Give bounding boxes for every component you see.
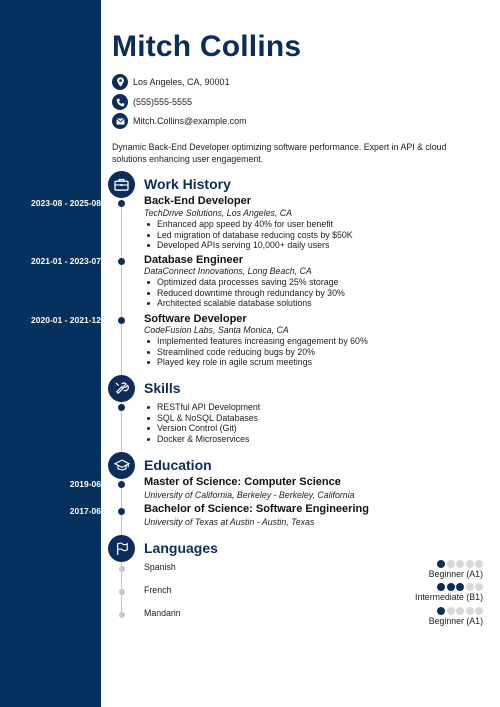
skills-list <box>144 402 260 444</box>
language-rating <box>429 607 483 615</box>
list-item: Implemented features increasing engagement by 60% <box>144 336 368 347</box>
section-title-education: Education <box>144 457 212 473</box>
timeline-dot <box>118 508 125 515</box>
job-company: TechDrive Solutions, Los Angeles, CA <box>144 208 292 218</box>
language-level-block <box>429 560 483 579</box>
rating-dot-filled <box>437 583 445 591</box>
language-rating <box>415 583 483 591</box>
timeline-dot <box>118 317 125 324</box>
list-item: SQL & NoSQL Databases <box>144 413 260 424</box>
list-item: Reduced downtime through redundancy by 30% <box>144 288 345 299</box>
rating-dot-empty <box>456 607 464 615</box>
language-name: French <box>144 585 172 595</box>
job-title: Back-End Developer <box>144 195 251 207</box>
skills-icon <box>108 375 135 402</box>
location-text: Los Angeles, CA, 90001 <box>133 77 230 87</box>
job-company: DataConnect Innovations, Long Beach, CA <box>144 266 312 276</box>
list-item: Led migration of database reducing costs by $50K <box>144 230 353 241</box>
job-title: Software Developer <box>144 313 247 325</box>
language-rating <box>429 560 483 568</box>
rating-dot-empty <box>466 607 474 615</box>
section-title-skills: Skills <box>144 380 181 396</box>
job-company: CodeFusion Labs, Santa Monica, CA <box>144 325 289 335</box>
rating-dot-empty <box>475 560 483 568</box>
rating-dot-filled <box>437 560 445 568</box>
degree-title: Master of Science: Computer Science <box>144 476 341 488</box>
language-name: Spanish <box>144 562 176 572</box>
location-icon <box>112 74 128 90</box>
phone-text: (555)555-5555 <box>133 97 193 107</box>
language-level: Intermediate (B1) <box>415 592 483 602</box>
education-date-2: 2017-06 <box>69 506 101 516</box>
work-date-2: 2021-01 - 2023-07 <box>31 256 101 266</box>
rating-dot-empty <box>447 560 455 568</box>
rating-dot-empty <box>466 560 474 568</box>
list-item: Developed APIs serving 10,000+ daily users <box>144 240 353 251</box>
email-text: Mitch.Collins@example.com <box>133 116 247 126</box>
timeline-dot <box>118 404 125 411</box>
contact-email <box>112 113 247 129</box>
language-level: Beginner (A1) <box>428 616 483 626</box>
rating-dot-empty <box>475 607 483 615</box>
rating-dot-filled <box>456 583 464 591</box>
language-level-block <box>429 607 483 626</box>
list-item: Version Control (Git) <box>144 423 260 434</box>
briefcase-icon <box>108 171 135 198</box>
section-title-languages: Languages <box>144 540 218 556</box>
email-icon <box>112 113 128 129</box>
rating-dot-filled <box>447 583 455 591</box>
professional-summary: Dynamic Back-End Developer optimizing software performance. Expert in API & cloud solutions enhancing user engagement. <box>112 142 447 164</box>
school-name: University of Texas at Austin - Austin, Texas <box>144 517 315 527</box>
timeline-dot <box>119 589 125 595</box>
contact-location <box>112 74 230 90</box>
list-item: Played key role in agile scrum meetings <box>144 357 368 368</box>
school-name: University of California, Berkeley - Berkeley, California <box>144 490 355 500</box>
language-level-block <box>415 583 483 602</box>
sidebar <box>0 0 101 707</box>
contact-phone <box>112 94 192 110</box>
candidate-name: Mitch Collins <box>112 30 302 63</box>
flag-icon <box>108 535 135 562</box>
job-title: Database Engineer <box>144 254 244 266</box>
timeline-dot <box>118 481 125 488</box>
rating-dot-empty <box>456 560 464 568</box>
rating-dot-empty <box>475 583 483 591</box>
work-date-1: 2023-08 - 2025-08 <box>31 198 101 208</box>
timeline-dot <box>119 566 125 572</box>
job-bullets <box>144 277 345 309</box>
timeline-dot <box>118 258 125 265</box>
job-bullets <box>144 219 353 251</box>
language-level: Beginner (A1) <box>428 569 483 579</box>
list-item: RESTful API Development <box>144 402 260 413</box>
rating-dot-empty <box>466 583 474 591</box>
job-bullets <box>144 336 368 368</box>
list-item: Architected scalable database solutions <box>144 298 345 309</box>
graduation-cap-icon <box>108 452 135 479</box>
work-date-3: 2020-01 - 2021-12 <box>31 315 101 325</box>
phone-icon <box>112 94 128 110</box>
degree-title: Bachelor of Science: Software Engineering <box>144 503 369 515</box>
language-name: Mandarin <box>144 608 181 618</box>
list-item: Docker & Microservices <box>144 434 260 445</box>
list-item: Optimized data processes saving 25% storage <box>144 277 345 288</box>
list-item: Streamlined code reducing bugs by 20% <box>144 347 368 358</box>
rating-dot-filled <box>437 607 445 615</box>
list-item: Enhanced app speed by 40% for user benefit <box>144 219 353 230</box>
section-title-work-history: Work History <box>144 176 231 192</box>
timeline-dot <box>118 200 125 207</box>
education-date-1: 2019-06 <box>69 479 101 489</box>
rating-dot-empty <box>447 607 455 615</box>
timeline-dot <box>119 612 125 618</box>
